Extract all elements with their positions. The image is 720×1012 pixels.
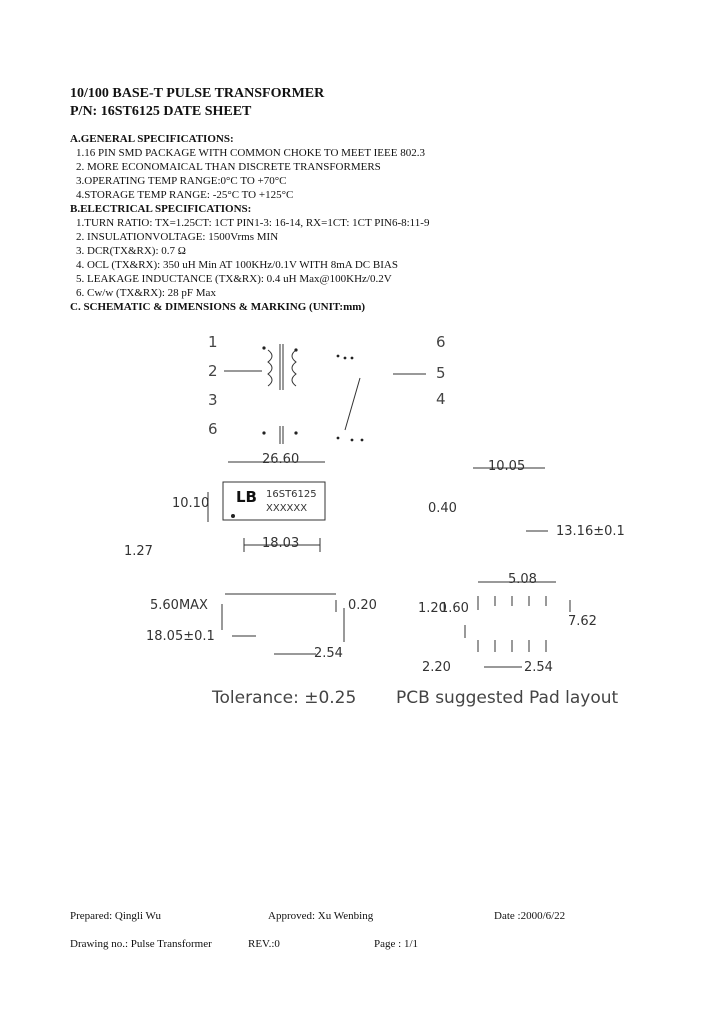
cross-line [345, 378, 360, 430]
dim-pin-height: 1.20 [418, 601, 447, 616]
doc-date: Date :2000/6/22 [494, 910, 566, 922]
pin-label: 5 [436, 364, 446, 382]
tolerance-note: Tolerance: ±0.25 [212, 688, 357, 708]
electrical-heading: B.ELECTRICAL SPECIFICATIONS: [70, 203, 252, 215]
electrical-item: 4. OCL (TX&RX): 350 uH Min AT 100KHz/0.1V WITH 8mA DC BIAS [76, 259, 398, 271]
electrical-item: 5. LEAKAGE INDUCTANCE (TX&RX): 0.4 uH Max@100KHz/0.2V [76, 273, 392, 285]
dim-pcb-small: 2.20 [422, 660, 451, 675]
general-item: 4.STORAGE TEMP RANGE: -25°C TO +125°C [76, 189, 294, 201]
electrical-item: 3. DCR(TX&RX): 0.7 Ω [76, 245, 186, 257]
dim-pin-pitch: 1.27 [124, 544, 153, 559]
dim-right-small: 0.40 [428, 501, 457, 516]
dim-right-width: 10.05 [488, 459, 526, 474]
revision: REV.:0 [248, 938, 280, 950]
part-number: P/N: 16ST6125 DATE SHEET [70, 104, 252, 119]
pin-label: 2 [208, 362, 218, 380]
dim-right-pin-len: 13.16±0.1 [556, 524, 625, 539]
prepared-by: Prepared: Qingli Wu [70, 910, 162, 922]
pin-label: 6 [436, 333, 446, 351]
dim-body-length: 18.03 [262, 536, 300, 551]
pin-label: 4 [436, 390, 446, 408]
marking-line1: 16ST6125 [266, 489, 317, 500]
schematic-heading: C. SCHEMATIC & DIMENSIONS & MARKING (UNIT:mm) [70, 301, 366, 313]
electrical-item: 6. Cw/w (TX&RX): 28 pF Max [76, 287, 216, 299]
general-item: 3.OPERATING TEMP RANGE:0°C TO +70°C [76, 175, 287, 187]
pin-label: 6 [208, 420, 218, 438]
dim-pcb-pitch: 5.08 [508, 572, 537, 587]
dim-side-pitch: 2.54 [314, 646, 343, 661]
dim-side-bottom: 18.05±0.1 [146, 629, 215, 644]
pin-label: 1 [208, 333, 218, 351]
coil-right [292, 350, 296, 386]
dim-top-width: 26.60 [262, 452, 300, 467]
dim-pcb-row: 7.62 [568, 614, 597, 629]
general-item: 1.16 PIN SMD PACKAGE WITH COMMON CHOKE TO MEET IEEE 802.3 [76, 147, 425, 159]
electrical-item: 2. INSULATIONVOLTAGE: 1500Vrms MIN [76, 231, 279, 243]
doc-title: 10/100 BASE-T PULSE TRANSFORMER [70, 86, 325, 101]
brand-logo: LB [236, 488, 257, 506]
dim-pcb-pin: 1.60 [440, 601, 469, 616]
dim-side-total: 5.60MAX [150, 598, 208, 613]
general-item: 2. MORE ECONOMAICAL THAN DISCRETE TRANSFORMERS [76, 161, 381, 173]
pcb-note: PCB suggested Pad layout [396, 688, 619, 708]
coil-left [268, 350, 272, 386]
dim-body-height: 10.10 [172, 496, 210, 511]
page-number: Page : 1/1 [374, 938, 418, 950]
drawing-number: Drawing no.: Pulse Transformer [70, 938, 212, 950]
approved-by: Approved: Xu Wenbing [268, 910, 374, 922]
marking-line2: XXXXXX [266, 503, 308, 514]
electrical-item: 1.TURN RATIO: TX=1.25CT: 1CT PIN1-3: 16-14, RX=1CT: 1CT PIN6-8:11-9 [76, 217, 430, 229]
pin-label: 3 [208, 391, 218, 409]
dim-pcb-pitch2: 2.54 [524, 660, 553, 675]
general-heading: A.GENERAL SPECIFICATIONS: [70, 133, 234, 145]
dim-side-offset: 0.20 [348, 598, 377, 613]
